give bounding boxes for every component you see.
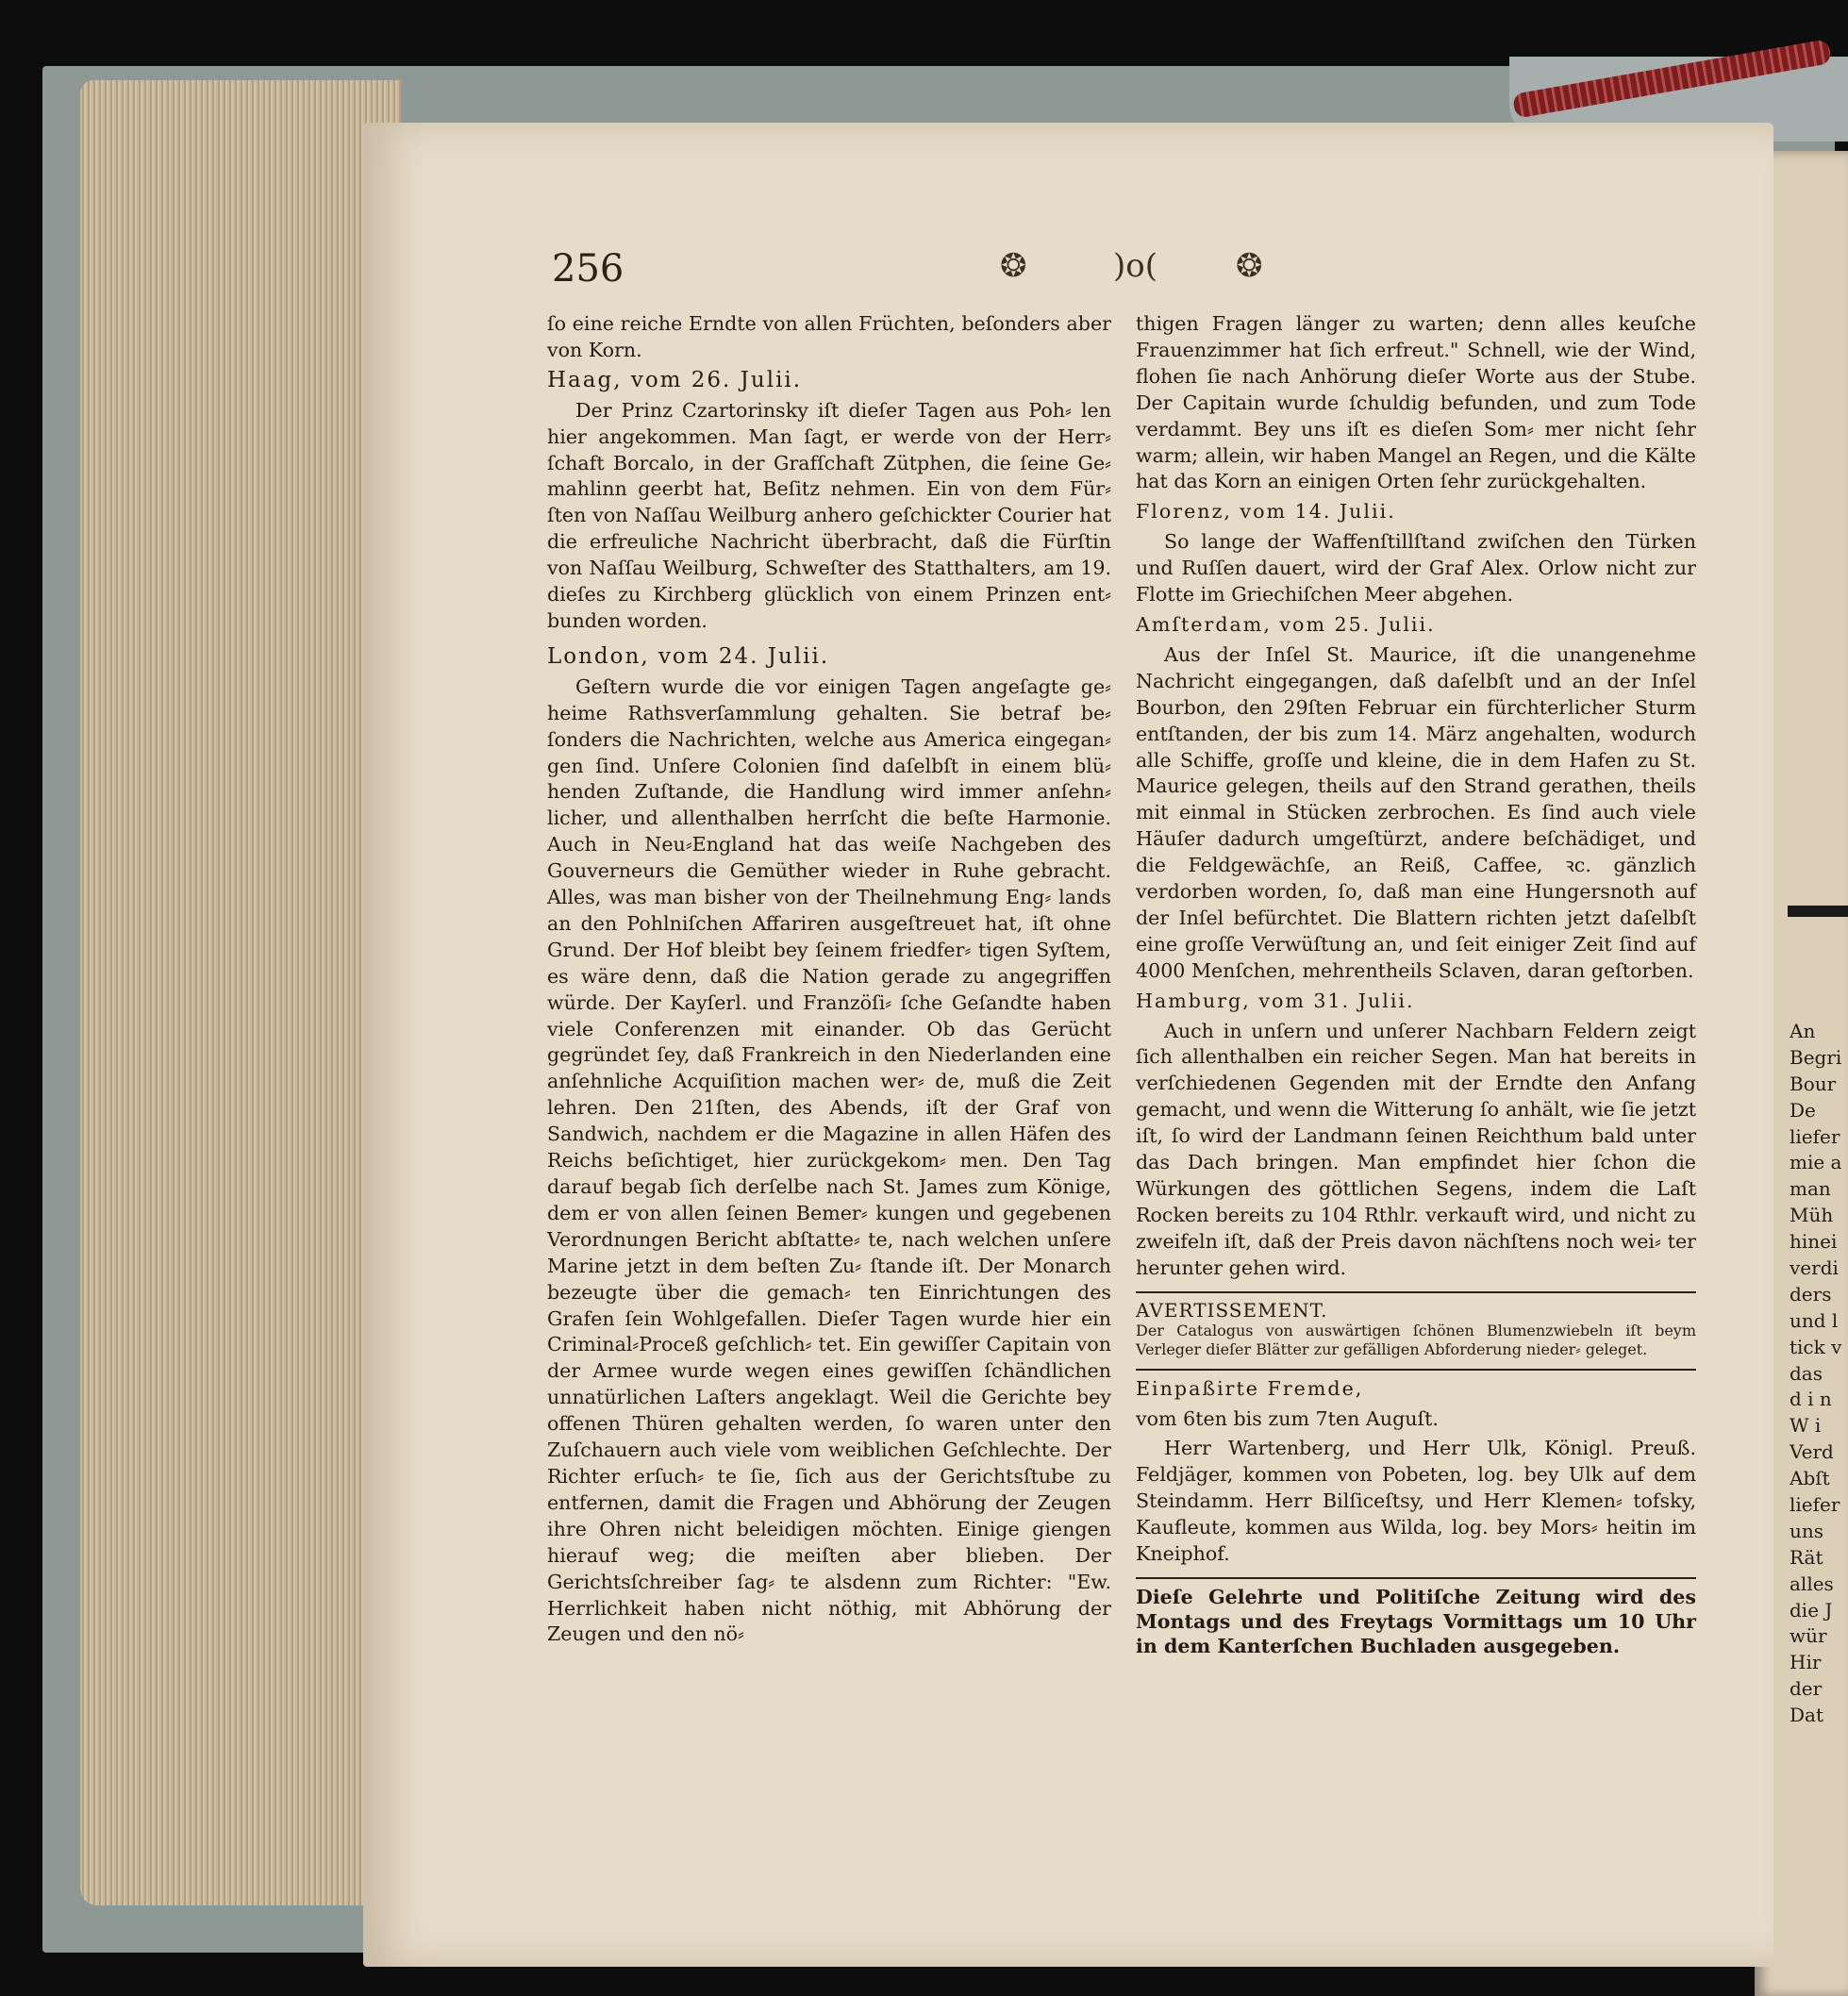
facing-line: wür <box>1790 1624 1827 1648</box>
facing-line: mie a <box>1790 1151 1842 1174</box>
facing-line: Müh <box>1790 1204 1834 1227</box>
shell-ornament-icon: ❂ <box>1236 247 1263 285</box>
facing-line: und l <box>1790 1308 1839 1332</box>
facing-line: Begri <box>1790 1045 1842 1069</box>
amsterdam-heading: Amſterdam, vom 25. Julii. <box>1136 612 1436 636</box>
einpassirte-dates: vom 6ten bis zum 7ten Auguſt. <box>1136 1406 1439 1430</box>
facing-line: Dat <box>1790 1704 1823 1727</box>
facing-page-text <box>1790 1019 1848 1729</box>
hamburg-heading: Hamburg, vom 31. Julii. <box>1136 989 1415 1012</box>
page-number: 256 <box>552 247 624 291</box>
facing-line: liefer <box>1790 1124 1840 1148</box>
facing-line: De <box>1790 1098 1816 1122</box>
einpassirte-heading: Einpaßirte Fremde, <box>1136 1376 1364 1400</box>
facing-line: W i <box>1790 1414 1822 1438</box>
section-divider <box>1136 1369 1696 1371</box>
florenz-article: So lange der Waffenſtillſtand zwiſchen den Türken und Ruſſen dauert, wird der Graf Alex. Orlow nicht zur Flotte im Griechiſchen Meer abgehen. <box>1136 530 1696 607</box>
facing-line: ders <box>1790 1282 1832 1306</box>
haag-heading: Haag, vom 26. Julii. <box>547 367 803 392</box>
facing-line: hinei <box>1790 1230 1838 1254</box>
left-column <box>547 311 1111 1648</box>
section-divider <box>1136 1291 1696 1293</box>
facing-line: Abſt <box>1790 1467 1830 1490</box>
page-edges <box>80 80 401 1905</box>
london-continuation: thigen Fragen länger zu warten; denn alles keuſche Frauenzimmer hat ſich erfreut." Schnell, wie der Wind, flohen ſie nach Anhörung dieſer Worte aus der Stube. Der Capitain wurde ſchuldig befunden, und zum Tode verdammt. Bey uns iſt es dieſen Som⸗ mer nicht ſehr warm; allein, wir haben Mangel an Regen, und die Kälte hat das Korn an einigen Orten ſehr zurückgehalten. <box>1136 312 1696 493</box>
london-heading: London, vom 24. Julii. <box>547 643 830 669</box>
intro-text: ſo eine reiche Erndte von allen Früchten, beſonders aber von Korn. <box>547 312 1111 361</box>
facing-line: die J <box>1790 1598 1833 1622</box>
shell-ornament-icon: ❂ <box>1000 247 1027 285</box>
facing-line: Hir <box>1790 1651 1822 1674</box>
facing-line: Rät <box>1790 1545 1823 1569</box>
publication-notice: Dieſe Gelehrte und Politiſche Zeitung wird des Montags und des Freytags Vormittags um 10 Uhr in dem Kanterſchen Buchladen ausgegeben. <box>1136 1585 1696 1657</box>
section-divider <box>1136 1577 1696 1579</box>
avertissement-text: Der Catalogus von auswärtigen ſchönen Blumenzwiebeln iſt beym Verleger dieſer Blätter zur gefälligen Abforderung nieder⸗ geleget. <box>1136 1321 1696 1358</box>
hamburg-article: Auch in unſern und unſerer Nachbarn Feldern zeigt ſich allenthalben ein reicher Segen. Man hat bereits in verſchiedenen Gegenden mit der Erndte den Anfang gemacht, und wenn die Witterung ſo anhält, wie ſie jetzt iſt, ſo wird der Landmann ſeinen Reichthum bald unter das Dach bringen. Man empfindet hier ſchon die Würkungen des göttlichen Segens, indem die Laſt Rocken bereits zu 104 Rthlr. verkauft wird, und nicht zu zweifeln iſt, daß der Preis davon nächſtens noch wei⸗ ter herunter gehen wird. <box>1136 1019 1696 1279</box>
facing-line: uns <box>1790 1519 1824 1542</box>
haag-article: Der Prinz Czartorinsky iſt dieſer Tagen aus Poh⸗ len hier angekommen. Man ſagt, er werde von der Herr⸗ ſchaft Borcalo, in der Grafſchaft Zütphen, die ſeine Ge⸗ mahlinn geerbt hat, Beſitz nehmen. Ein von dem Für⸗ ſten von Naſſau Weilburg anhero geſchickter Courier hat die erfreuliche Nachricht überbracht, daß die Fürſtin von Naſſau Weilburg, Schweſter des Statthalters, am 19. dieſes zu Kirchberg glücklich von einem Prinzen ent⸗ bunden worden. <box>547 398 1111 632</box>
right-column <box>1136 311 1696 1658</box>
facing-line: liefer <box>1790 1493 1840 1517</box>
facing-line: d i n <box>1790 1388 1832 1411</box>
amsterdam-article: Aus der Inſel St. Maurice, iſt die unangenehme Nachricht eingegangen, daß daſelbſt und an der Inſel Bourbon, den 29ſten Februar ein fürchterlicher Sturm entſtanden, der bis zum 14. März angehalten, wodurch alle Schiffe, groſſe und kleine, die in dem Hafen zu St. Maurice gelegen, theils auf den Strand gerathen, theils mit einmal in Stücken zerbrochen. Es ſind auch viele Häuſer dadurch umgeſtürzt, andere beſchädiget, und die Feldgewächſe, an Reiß, Caffee, ꝛc. gänzlich verdorben worden, ſo, daß man eine Hungersnoth auf der Inſel befürchtet. Die Blattern richten jetzt daſelbſt eine groſſe Verwüſtung an, und ſeit einiger Zeit ſind auf 4000 Menſchen, mehrentheils Sclaven, daran geſtorben. <box>1136 642 1696 982</box>
florenz-heading: Florenz, vom 14. Julii. <box>1136 500 1396 524</box>
facing-line: das <box>1790 1361 1823 1385</box>
facing-line: Verd <box>1790 1440 1834 1464</box>
facing-line: alles <box>1790 1572 1834 1595</box>
facing-line: tick v <box>1790 1335 1842 1358</box>
divider-ornament: )o( <box>1113 247 1157 285</box>
facing-page-rule <box>1788 906 1848 917</box>
facing-line: Bour <box>1790 1072 1837 1095</box>
facing-line: der <box>1790 1677 1823 1701</box>
einpassirte-list: Herr Wartenberg, und Herr Ulk, Königl. Preuß. Feldjäger, kommen von Pobeten, log. bey Ulk auf dem Steindamm. Herr Bilſiceſtsy, und Herr Klemen⸗ tofsky, Kaufleute, kommen aus Wilda, log. bey Mors⸗ heitin im Kneiphof. <box>1136 1437 1696 1566</box>
london-article: Geſtern wurde die vor einigen Tagen angeſagte ge⸗ heime Rathsverſammlung gehalten. Sie betraf be⸗ ſonders die Nachrichten, welche aus America eingegan⸗ gen ſind. Unſere Colonien ſind daſelbſt in einem blü⸗ henden Zuſtande, die Handlung wird immer anſehn⸗ licher, und allenthalben herrſcht die beſte Harmonie. Auch in Neu⸗England hat das weiſe Nachgeben des Gouverneurs die Gemüther wieder in Ruhe gebracht. Alles, was man bisher von der Theilnehmung Eng⸗ lands an den Pohlniſchen Affariren ausgeſtreuet hat, iſt ohne Grund. Der Hof bleibt bey ſeinem friedfer⸗ tigen Syſtem, es wäre denn, daß die Nation gerade zu angegriffen würde. Der Kayſerl. und Franzöſi⸗ ſche Geſandte haben viele Conferenzen mit einander. Ob das Gerücht gegründet ſey, daß Frankreich in den Niederlanden eine anſehnliche Acquiſition machen wer⸗ de, muß die Zeit lehren. Den 21ſten, des Abends, iſt der Graf von Sandwich, nachdem er die Magazine in allen Häfen des Reichs beſichtiget, hier zurückgekom⸗ men. Den Tag darauf begab ſich derſelbe nach St. James zum Könige, dem er von allen ſeinen Bemer⸗ kungen und gegebenen Verordnungen Bericht abſtatte⸗ te, nach welchen unſere Marine jetzt in dem beſten Zu⸗ ſtande iſt. Der Monarch bezeugte über die gemach⸗ ten Einrichtungen des Grafen ſein Wohlgefallen. Dieſer Tagen wurde hier ein Criminal⸗Proceß geſchlich⸗ tet. Ein gewiſſer Capitain von der Armee wurde wegen eines gewiſſen ſchändlichen unnatürlichen Laſters angeklagt. Weil die Gerichte bey offenen Thüren gehalten werden, ſo waren unter den Zuſchauern auch viele vom weiblichen Geſchlechte. Der Richter erſuch⸗ te ſie, ſich aus der Gerichtsſtube zu entfernen, damit die Fragen und Abhörung der Zeugen ihre Ohren nicht beleidigen möchten. Einige giengen hierauf weg; die meiſten aber blieben. Der Gerichtsſchreiber ſag⸗ te alsdenn zum Richter: "Ew. Herrlichkeit haben nicht nöthig, mit Abhörung der Zeugen und den nö⸗ <box>547 674 1111 1646</box>
avertissement-heading: AVERTISSEMENT. <box>1136 1298 1328 1322</box>
facing-line: man <box>1790 1177 1831 1201</box>
facing-line: An <box>1790 1020 1816 1042</box>
facing-line: verdi <box>1790 1256 1839 1280</box>
